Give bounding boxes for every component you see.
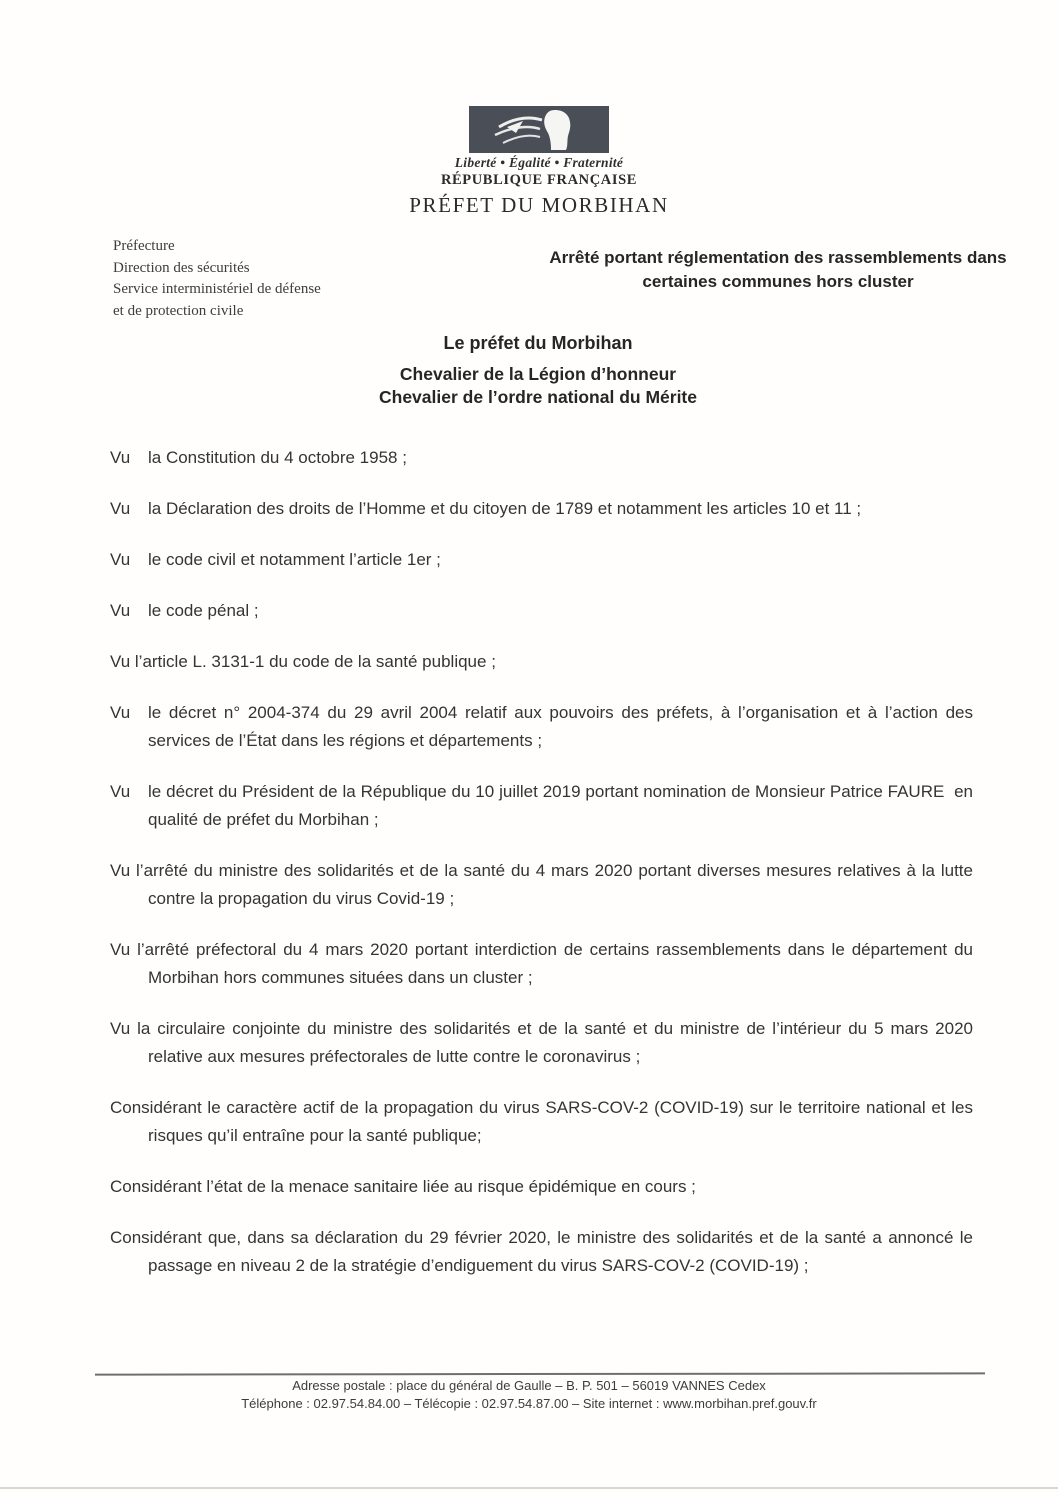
paragraph-vu (110, 648, 973, 676)
issuer-honors (110, 363, 966, 408)
vu-label: Vu (110, 550, 131, 569)
vu-label: Vu (110, 448, 131, 467)
paragraph-text: Vu l’arrêté préfectoral du 4 mars 2020 portant interdiction de certains rassemblements dans le département du Morbihan hors communes situées dans un cluster ; (110, 940, 973, 987)
paragraph-vu (110, 495, 973, 523)
honor-line: Chevalier de l’ordre national du Mérite (379, 386, 697, 407)
document-subject-title: Arrêté portant réglementation des rassemblements dans certaines communes hors cluster (549, 248, 1007, 291)
paragraph-text: la Constitution du 4 octobre 1958 ; (148, 448, 407, 467)
paragraph-text: le décret n° 2004-374 du 29 avril 2004 relatif aux pouvoirs des préfets, à l’organisation et à l’action des services de l’État dans les régions et départements ; (148, 703, 973, 750)
service-line: Préfecture (113, 238, 175, 254)
paragraph-text: Vu l’arrêté du ministre des solidarités et de la santé du 4 mars 2020 portant diverses mesures relatives à la lutte contre la propagation du virus Covid-19 ; (110, 861, 973, 908)
paragraph-vu (110, 936, 973, 992)
paragraph-vu (110, 1015, 973, 1071)
service-line: et de protection civile (113, 303, 244, 320)
vu-label: Vu (110, 499, 131, 518)
republic-header (369, 106, 709, 218)
paragraph-text: Considérant l’état de la menace sanitaire liée au risque épidémique en cours ; (110, 1177, 696, 1196)
paragraph-vu (110, 857, 973, 913)
footer-divider (95, 1372, 985, 1375)
paragraph-considerant (110, 1224, 973, 1280)
paragraph-vu (110, 444, 973, 472)
logo-motto: Liberté • Égalité • Fraternité (454, 155, 624, 170)
paragraph-text: le code pénal ; (148, 601, 259, 620)
vu-label: Vu (110, 703, 131, 722)
paragraph-text: le code civil et notamment l’article 1er ; (148, 550, 441, 569)
paragraph-text: Considérant que, dans sa déclaration du 29 février 2020, le ministre des solidarités et de la santé a annoncé le passage en niveau 2 de la stratégie d’endiguement du virus SARS-COV-2 (COVID-19) ; (110, 1228, 973, 1275)
logo-republic: RÉPUBLIQUE FRANÇAISE (440, 172, 638, 188)
footer (0, 1377, 1058, 1412)
vu-label: Vu (110, 601, 131, 620)
paragraph-vu (110, 546, 973, 574)
paragraph-text: Vu la circulaire conjointe du ministre des solidarités et de la santé et du ministre de l’intérieur du 5 mars 2020 relative aux mesures préfectorales de lutte contre le coronavirus ; (110, 1019, 973, 1066)
service-line: Direction des sécurités (113, 259, 250, 276)
paragraph-text: Vu l’article L. 3131-1 du code de la santé publique ; (110, 652, 496, 671)
service-line: Service interministériel de défense (113, 281, 321, 298)
scan-edge-artifact (0, 1487, 1058, 1489)
prefecture-title: PRÉFET DU MORBIHAN (409, 193, 669, 217)
paragraph-vu (110, 597, 973, 625)
service-block (113, 236, 321, 323)
issuer-line: Le préfet du Morbihan (443, 333, 633, 353)
document-body (110, 444, 973, 1303)
paragraph-vu (110, 778, 973, 834)
footer-contact: Téléphone : 02.97.54.84.00 – Télécopie : 02.97.54.87.00 – Site internet : www.morbihan.pref.gouv.fr (241, 1395, 817, 1411)
paragraph-considerant (110, 1173, 973, 1201)
paragraph-text: Considérant le caractère actif de la propagation du virus SARS-COV-2 (COVID-19) sur le territoire national et les risques qu’il entraîne pour la santé publique; (110, 1098, 973, 1145)
paragraph-text: le décret du Président de la République du 10 juillet 2019 portant nomination de Monsieur Patrice FAURE en qualité de préfet du Morbihan ; (148, 782, 973, 829)
paragraph-considerant (110, 1094, 973, 1150)
honor-line: Chevalier de la Légion d’honneur (399, 364, 677, 384)
vu-label: Vu (110, 782, 131, 801)
footer-address: Adresse postale : place du général de Gaulle – B. P. 501 – 56019 VANNES Cedex (292, 1378, 766, 1393)
paragraph-text: la Déclaration des droits de l’Homme et du citoyen de 1789 et notamment les articles 10 et 11 ; (148, 499, 862, 518)
paragraph-vu (110, 699, 973, 755)
marianne-logo-icon (469, 106, 609, 153)
